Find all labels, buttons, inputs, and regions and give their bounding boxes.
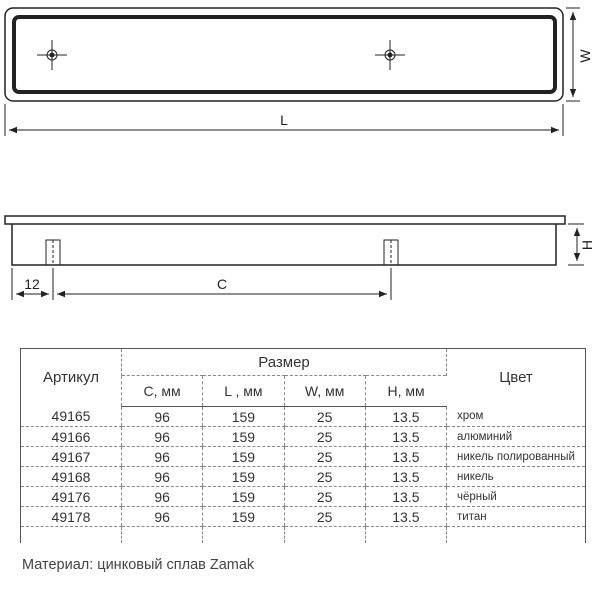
cell-color: хром — [447, 407, 586, 427]
table-row — [21, 507, 586, 527]
handle-top-view — [5, 8, 563, 101]
dimension-c-label: C — [216, 276, 228, 292]
cell-h: 13.5 — [365, 447, 446, 467]
cell-c: 96 — [122, 467, 203, 487]
table-row — [21, 487, 586, 507]
header-color: Цвет — [447, 349, 586, 407]
cell-w: 25 — [284, 427, 365, 447]
dimension-offset-label: 12 — [24, 276, 40, 292]
cell-l: 159 — [203, 507, 284, 527]
cell-article: 49165 — [21, 407, 122, 427]
cell-color: никель — [447, 467, 586, 487]
cell-color: чёрный — [447, 487, 586, 507]
cell-l: 159 — [203, 427, 284, 447]
header-size: Размер — [122, 349, 447, 376]
cell-h: 13.5 — [365, 407, 446, 427]
cell-empty — [365, 527, 446, 544]
cell-empty — [21, 527, 122, 544]
cell-w: 25 — [284, 487, 365, 507]
cell-article: 49176 — [21, 487, 122, 507]
cell-empty — [284, 527, 365, 544]
cell-l: 159 — [203, 447, 284, 467]
dimension-h-label: H — [579, 239, 595, 251]
cell-c: 96 — [122, 427, 203, 447]
cell-empty — [447, 527, 586, 544]
cell-c: 96 — [122, 487, 203, 507]
header-c: C, мм — [122, 376, 203, 407]
cell-article: 49166 — [21, 427, 122, 447]
table-row-empty — [21, 527, 586, 544]
cell-color: никель полированный — [447, 447, 586, 467]
dimension-l-label: L — [280, 112, 288, 128]
cell-h: 13.5 — [365, 507, 446, 527]
cell-w: 25 — [284, 467, 365, 487]
cell-w: 25 — [284, 507, 365, 527]
mounting-hole-right — [375, 40, 405, 70]
mounting-hole-left — [37, 40, 67, 70]
header-article: Артикул — [21, 349, 122, 407]
cell-h: 13.5 — [365, 427, 446, 447]
cell-empty — [122, 527, 203, 544]
spec-table — [20, 348, 586, 543]
cell-l: 159 — [203, 467, 284, 487]
cell-h: 13.5 — [365, 467, 446, 487]
table-row — [21, 467, 586, 487]
cell-empty — [203, 527, 284, 544]
header-l: L , мм — [203, 376, 284, 407]
cell-l: 159 — [203, 487, 284, 507]
material-note: Материал: цинковый сплав Zamak — [22, 557, 255, 573]
header-w: W, мм — [284, 376, 365, 407]
cell-c: 96 — [122, 447, 203, 467]
cell-c: 96 — [122, 407, 203, 427]
table-row — [21, 427, 586, 447]
cell-article: 49168 — [21, 467, 122, 487]
cell-h: 13.5 — [365, 487, 446, 507]
cell-article: 49178 — [21, 507, 122, 527]
table-row — [21, 407, 586, 427]
dimension-w-label: W — [577, 49, 593, 63]
cell-w: 25 — [284, 407, 365, 427]
cell-c: 96 — [122, 507, 203, 527]
cell-color: алюминий — [447, 427, 586, 447]
table-row — [21, 447, 586, 467]
cell-article: 49167 — [21, 447, 122, 467]
handle-side-view — [5, 216, 565, 265]
cell-l: 159 — [203, 407, 284, 427]
cell-color: титан — [447, 507, 586, 527]
header-h: H, мм — [365, 376, 446, 407]
cell-w: 25 — [284, 447, 365, 467]
